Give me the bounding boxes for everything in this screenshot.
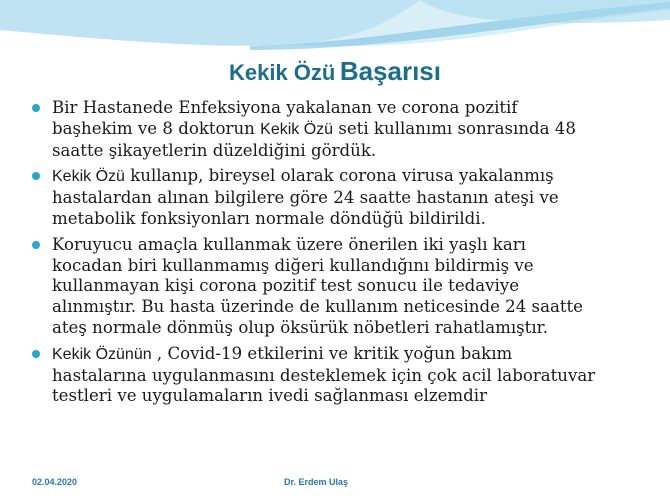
bullet-2-brand: Kekik Özü bbox=[52, 168, 125, 186]
bullet-1-line-2-text: başhekim ve 8 doktorun bbox=[52, 118, 255, 138]
bullet-1-line-2 bbox=[52, 119, 642, 141]
title-brand: Kekik Özü bbox=[228, 60, 336, 85]
bullet-3-line-5: ateş normale dönmüş olup öksürük nöbetleri rahatlamıştır. bbox=[52, 317, 549, 337]
bullet-2-line-1 bbox=[52, 166, 642, 188]
bullet-3-line-1: Koruyucu amaçla kullanmak üzere önerilen iki yaşlı karı bbox=[52, 234, 526, 254]
bullet-3-line-4: alınmıştır. Bu hasta üzerinde de kullanım neticesinde 24 saatte bbox=[52, 297, 584, 317]
bullet-4-line-3: testleri ve uygulamaların ivedi sağlanması elzemdir bbox=[52, 386, 488, 406]
bullet-2-line-2: hastalardan alınan bilgilere göre 24 saatte hastanın ateşi ve bbox=[52, 188, 559, 208]
bullet-list bbox=[32, 98, 642, 412]
bullet-icon bbox=[32, 172, 40, 180]
footer-author: Dr. Erdem Ulaş bbox=[284, 477, 349, 487]
bullet-4-line-1 bbox=[52, 344, 642, 366]
bullet-1-line-2-after: seti kullanımı sonrasında 48 bbox=[338, 118, 576, 138]
bullet-icon bbox=[32, 241, 40, 249]
bullet-3-line-3: kullanmayan kişi corona pozitif test sonucu ile tedaviye bbox=[52, 276, 520, 296]
bullet-1-line-1: Bir Hastanede Enfeksiyona yakalanan ve corona pozitif bbox=[52, 98, 518, 117]
bullet-2-line-1-text: kullanıp, bireysel olarak corona virusa yakalanmış bbox=[130, 166, 554, 186]
bullet-item-1 bbox=[32, 98, 642, 161]
bullet-item-4 bbox=[32, 344, 642, 407]
bullet-1-brand: Kekik Özü bbox=[260, 120, 334, 138]
bullet-icon bbox=[32, 104, 40, 112]
bullet-4-brand: Kekik Özünün bbox=[52, 345, 152, 363]
slide-title bbox=[0, 56, 670, 87]
title-word: Başarısı bbox=[339, 56, 441, 86]
bullet-3-line-2: kocadan biri kullanmamış diğeri kullandığını bildirmiş ve bbox=[52, 255, 534, 275]
bullet-4-line-2: hastalarına uygulanmasını desteklemek için çok acil laboratuvar bbox=[52, 365, 596, 385]
bullet-item-2 bbox=[32, 166, 642, 229]
bullet-item-3 bbox=[32, 235, 642, 339]
bullet-4-line-1-text: , Covid-19 etkilerini ve kritik yoğun bakım bbox=[156, 343, 513, 363]
bullet-1-line-3: saatte şikayetlerin düzeldiğini gördük. bbox=[52, 140, 377, 160]
bullet-icon bbox=[32, 350, 40, 358]
bullet-2-line-3: metabolik fonksiyonları normale döndüğü bildirildi. bbox=[52, 208, 486, 228]
footer-date: 02.04.2020 bbox=[32, 477, 78, 487]
header-wave-decoration bbox=[0, 0, 670, 62]
